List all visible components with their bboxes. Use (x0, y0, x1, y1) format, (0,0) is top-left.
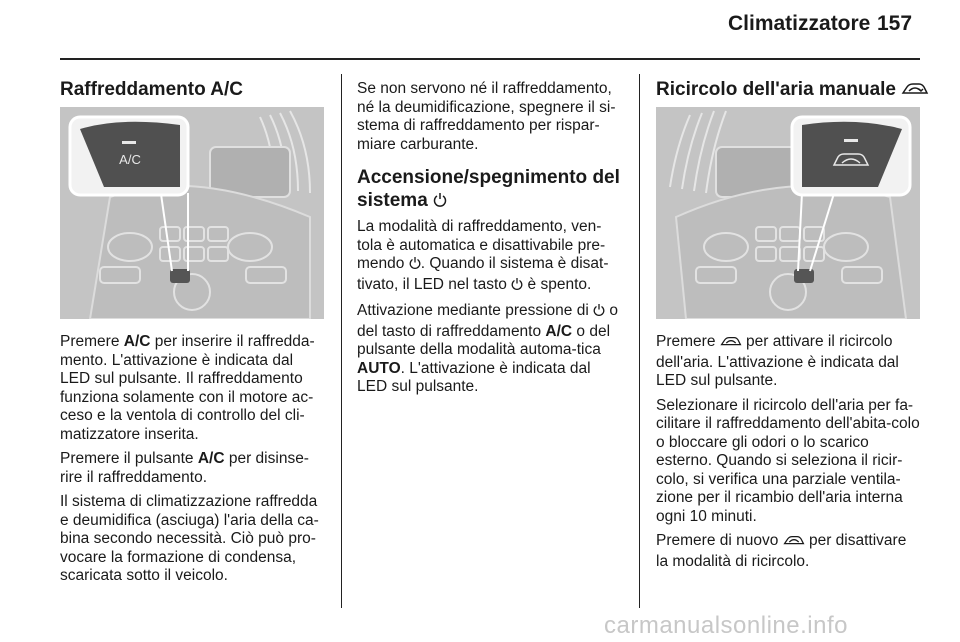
section-heading-system-on-off: Accensione/spegnimento del sistema (357, 166, 625, 214)
paragraph: Selezionare il ricircolo dell'aria per fa-cilitare il raffreddamento dell'abita-colo o bloccare gli odori o lo scarico esterno. Quando si seleziona il ricir-colo, si verifica una parziale ventila-zione per il ricambio dell'aria interna ogni 10 minuti. (656, 396, 920, 525)
page-number: 157 (877, 12, 913, 35)
column-divider-1 (341, 74, 342, 608)
header-divider (60, 58, 920, 60)
section-heading-ac-cooling: Raffreddamento A/C (60, 79, 243, 100)
paragraph: Il sistema di climatizzazione raffredda e deumidifica (asciuga) l'aria della ca-bina secondo necessità. Ciò può pro-vocare la formazione di condensa, scaricata sotto il veicolo. (60, 493, 319, 584)
watermark: carmanualsonline.info (604, 612, 848, 639)
paragraph: La modalità di raffreddamento, ven-tola è automatica e disattivabile pre-mendo . Quando il sistema è disat-tivato, il LED nel tasto è spento. (357, 218, 625, 296)
figure-ac-button (60, 107, 324, 319)
ac-button-label: A/C (119, 152, 141, 167)
paragraph: Premere A/C per inserire il raffredda-mento. L'attivazione è indicata dal LED sul pulsante. Il raffreddamento funziona solamente con il motore ac-ceso e la ventola di controllo del cli-matizzatore inserita. (60, 333, 315, 443)
figure-recirculation-button (656, 107, 920, 319)
right-column-text (656, 333, 922, 577)
paragraph: Attivazione mediante pressione di o del tasto di raffreddamento A/C o del pulsante della modalità automa-tica AUTO. L'attivazione è indicata dal LED sul pulsante. (357, 302, 619, 395)
paragraph: Premere di nuovo per disattivare la modalità di ricircolo. (656, 532, 907, 570)
power-icon (433, 191, 447, 214)
power-icon (409, 256, 421, 276)
section-heading-manual-recirculation: Ricircolo dell'aria manuale (656, 78, 929, 103)
paragraph: Se non servono né il raffreddamento, né la deumidificazione, spegnere il si-stema di raffreddamento per rispar-miare carburante. (357, 80, 616, 153)
recirculation-icon (783, 534, 805, 553)
power-icon (593, 303, 605, 323)
recirculation-icon (720, 335, 742, 354)
paragraph: Premere il pulsante A/C per disinse-rire il raffreddamento. (60, 450, 309, 486)
recirculation-icon (901, 80, 929, 103)
left-column-text (60, 333, 326, 592)
column-divider-2 (639, 74, 640, 608)
page-header-title: Climatizzatore (728, 12, 871, 35)
middle-column-text (357, 80, 625, 403)
power-icon (511, 277, 523, 297)
paragraph: Premere per attivare il ricircolo dell'aria. L'attivazione è indicata dal LED sul pulsante. (656, 333, 899, 389)
